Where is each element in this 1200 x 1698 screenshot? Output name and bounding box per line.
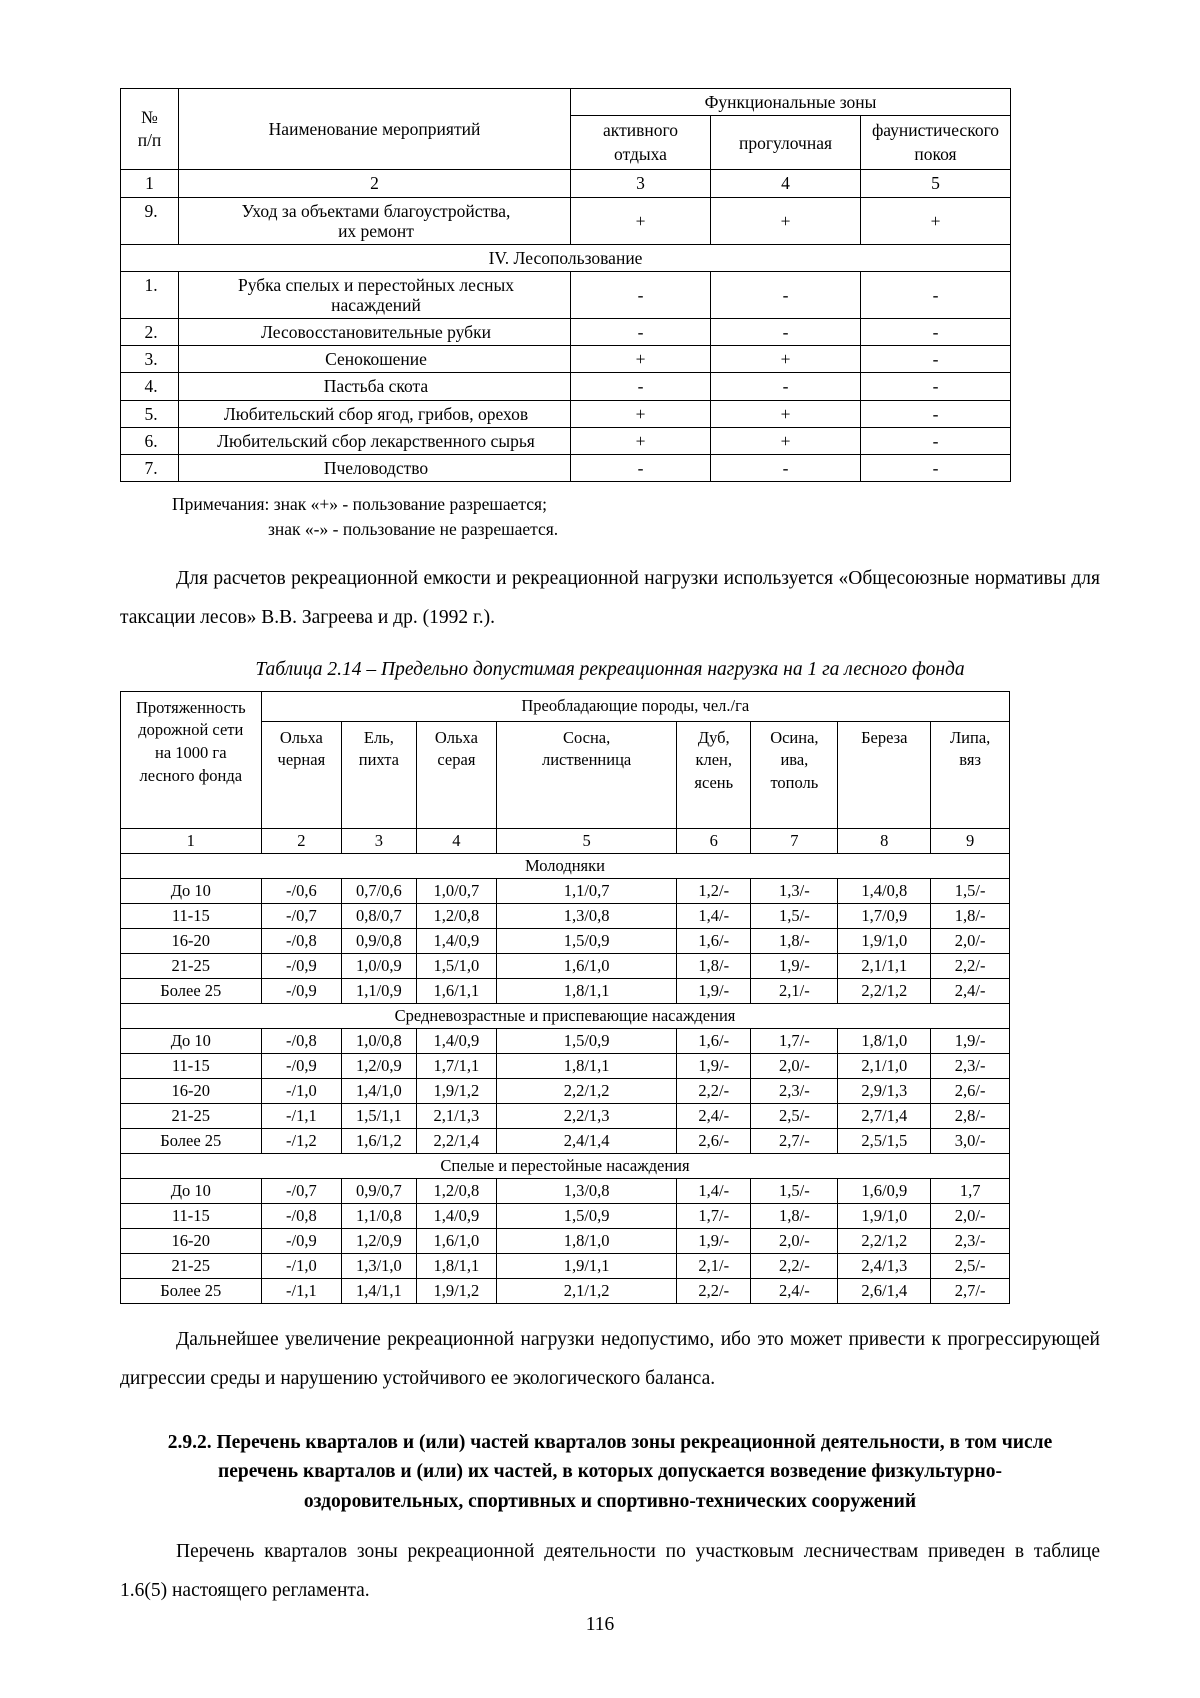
header-road-density-line3: на 1000 га bbox=[155, 743, 227, 763]
cell-pine-larch: 2,4/1,4 bbox=[497, 1129, 677, 1154]
cell-linden-elm: 2,2/- bbox=[931, 954, 1010, 979]
table-header-row bbox=[121, 691, 1010, 721]
cell-pine-larch: 2,2/1,2 bbox=[497, 1079, 677, 1104]
table-row bbox=[121, 319, 1011, 346]
header-species-alder-grey bbox=[416, 721, 497, 829]
row-road-length: Более 25 bbox=[121, 1279, 262, 1304]
row-zone-fauna: - bbox=[861, 454, 1011, 481]
row-no: 2. bbox=[121, 319, 179, 346]
cell-alder-black: -/0,7 bbox=[261, 904, 342, 929]
cell-linden-elm: 2,3/- bbox=[931, 1229, 1010, 1254]
table-header-row bbox=[121, 89, 1011, 116]
header-birch-line1: Береза bbox=[861, 727, 908, 747]
header-alder-grey-line1: Ольха bbox=[434, 727, 478, 747]
col-num-5: 5 bbox=[497, 829, 677, 854]
col-num-3: 3 bbox=[342, 829, 416, 854]
cell-oak-maple-ash: 2,2/- bbox=[677, 1279, 751, 1304]
cell-alder-grey: 1,2/0,8 bbox=[416, 904, 497, 929]
header-zone-fauna bbox=[861, 116, 1011, 170]
table-row bbox=[121, 1229, 1010, 1254]
cell-pine-larch: 1,9/1,1 bbox=[497, 1254, 677, 1279]
cell-aspen-willow-poplar: 1,9/- bbox=[751, 954, 838, 979]
cell-alder-grey: 1,4/0,9 bbox=[416, 1029, 497, 1054]
row-measure-name: Лесовосстановительные рубки bbox=[179, 319, 571, 346]
functional-zones-table bbox=[120, 88, 1011, 482]
row-measure-name: Любительский сбор ягод, грибов, орехов bbox=[179, 400, 571, 427]
table-column-number-row bbox=[121, 829, 1010, 854]
cell-oak-maple-ash: 2,1/- bbox=[677, 1254, 751, 1279]
table-row bbox=[121, 197, 1011, 244]
row-zone-active: - bbox=[571, 271, 711, 318]
row-measure-name bbox=[179, 197, 571, 244]
row-measure-name: Любительский сбор лекарственного сырья bbox=[179, 427, 571, 454]
row-zone-fauna: - bbox=[861, 373, 1011, 400]
header-zone-active-line2: отдыха bbox=[614, 143, 667, 164]
cell-linden-elm: 2,8/- bbox=[931, 1104, 1010, 1129]
header-alder-black-line2: черная bbox=[277, 750, 326, 770]
cell-aspen-willow-poplar: 2,5/- bbox=[751, 1104, 838, 1129]
cell-pine-larch: 1,3/0,8 bbox=[497, 1179, 677, 1204]
table-section-header-row bbox=[121, 1154, 1010, 1179]
header-species-linden-elm bbox=[931, 721, 1010, 829]
cell-alder-grey: 1,5/1,0 bbox=[416, 954, 497, 979]
cell-alder-black: -/0,9 bbox=[261, 1054, 342, 1079]
header-species-birch bbox=[838, 721, 931, 829]
table-row bbox=[121, 1129, 1010, 1154]
header-species-pine-larch bbox=[497, 721, 677, 829]
cell-aspen-willow-poplar: 2,0/- bbox=[751, 1229, 838, 1254]
table-section-header-row bbox=[121, 1004, 1010, 1029]
table-row bbox=[121, 879, 1010, 904]
col-num-1: 1 bbox=[121, 170, 179, 197]
header-species-spruce-fir bbox=[342, 721, 416, 829]
table-row bbox=[121, 1054, 1010, 1079]
row-zone-fauna: - bbox=[861, 319, 1011, 346]
row-road-length: 16-20 bbox=[121, 929, 262, 954]
cell-alder-grey: 1,9/1,2 bbox=[416, 1279, 497, 1304]
row-measure-name: Пчеловодство bbox=[179, 454, 571, 481]
cell-pine-larch: 1,5/0,9 bbox=[497, 1204, 677, 1229]
cell-alder-grey: 1,0/0,7 bbox=[416, 879, 497, 904]
table-row bbox=[121, 1029, 1010, 1054]
table-section-header-row bbox=[121, 854, 1010, 879]
row-zone-fauna: + bbox=[861, 197, 1011, 244]
row-measure-name-line2: насаждений bbox=[331, 295, 421, 315]
cell-birch: 1,6/0,9 bbox=[838, 1179, 931, 1204]
cell-birch: 2,5/1,5 bbox=[838, 1129, 931, 1154]
header-linden-line1: Липа, bbox=[949, 727, 991, 747]
row-no: 3. bbox=[121, 346, 179, 373]
cell-alder-grey: 1,6/1,0 bbox=[416, 1229, 497, 1254]
paragraph-after-table: Дальнейшее увеличение рекреационной нагрузки недопустимо, ибо это может привести к прогрессирующей дигрессии среды и нарушению устойчивого ее экологического баланса. bbox=[120, 1329, 1100, 1390]
cell-alder-black: -/0,8 bbox=[261, 929, 342, 954]
row-no: 7. bbox=[121, 454, 179, 481]
cell-linden-elm: 1,5/- bbox=[931, 879, 1010, 904]
table-row bbox=[121, 929, 1010, 954]
header-road-density-line1: Протяженность bbox=[135, 697, 246, 717]
cell-pine-larch: 1,8/1,1 bbox=[497, 1054, 677, 1079]
header-species-alder-black bbox=[261, 721, 342, 829]
cell-birch: 1,7/0,9 bbox=[838, 904, 931, 929]
section-title-mature-stands: Спелые и перестойные насаждения bbox=[121, 1154, 1010, 1179]
row-zone-fauna: - bbox=[861, 400, 1011, 427]
paragraph-intro: Для расчетов рекреационной емкости и рекреационной нагрузки используется «Общесоюзные нормативы для таксации лесов» В.В. Загреева и др. (1992 г.). bbox=[120, 567, 1100, 628]
cell-alder-black: -/1,1 bbox=[261, 1279, 342, 1304]
cell-oak-maple-ash: 1,2/- bbox=[677, 879, 751, 904]
header-zone-fauna-line1: фаунистического bbox=[871, 120, 1000, 141]
row-zone-walking: - bbox=[711, 454, 861, 481]
table-row bbox=[121, 1254, 1010, 1279]
cell-pine-larch: 1,3/0,8 bbox=[497, 904, 677, 929]
header-oak-line3: ясень bbox=[694, 773, 734, 793]
cell-spruce-fir: 1,4/1,0 bbox=[342, 1079, 416, 1104]
header-zone-active-line1: активного bbox=[603, 120, 678, 141]
row-no: 6. bbox=[121, 427, 179, 454]
row-zone-active: + bbox=[571, 427, 711, 454]
cell-spruce-fir: 0,9/0,8 bbox=[342, 929, 416, 954]
header-road-density-line2: дорожной сети bbox=[138, 720, 244, 740]
table-caption-2-14: Таблица 2.14 – Предельно допустимая рекреационная нагрузка на 1 га лесного фонда bbox=[255, 658, 965, 680]
section-heading-2-9-2 bbox=[142, 1428, 1078, 1516]
cell-oak-maple-ash: 1,7/- bbox=[677, 1204, 751, 1229]
row-measure-name: Сенокошение bbox=[179, 346, 571, 373]
header-species-aspen-willow-poplar bbox=[751, 721, 838, 829]
cell-alder-grey: 1,8/1,1 bbox=[416, 1254, 497, 1279]
row-zone-fauna: - bbox=[861, 427, 1011, 454]
row-no: 4. bbox=[121, 373, 179, 400]
header-species-group: Преобладающие породы, чел./га bbox=[261, 691, 1009, 721]
row-measure-name: Пастьба скота bbox=[179, 373, 571, 400]
table-row bbox=[121, 904, 1010, 929]
cell-alder-grey: 1,6/1,1 bbox=[416, 979, 497, 1004]
cell-alder-grey: 1,7/1,1 bbox=[416, 1054, 497, 1079]
cell-alder-black: -/1,0 bbox=[261, 1254, 342, 1279]
cell-alder-black: -/1,2 bbox=[261, 1129, 342, 1154]
col-num-4: 4 bbox=[711, 170, 861, 197]
cell-linden-elm: 2,0/- bbox=[931, 1204, 1010, 1229]
cell-spruce-fir: 1,0/0,8 bbox=[342, 1029, 416, 1054]
cell-spruce-fir: 1,5/1,1 bbox=[342, 1104, 416, 1129]
row-no: 1. bbox=[121, 271, 179, 318]
table-row bbox=[121, 427, 1011, 454]
table-row bbox=[121, 454, 1011, 481]
row-measure-name bbox=[179, 271, 571, 318]
cell-oak-maple-ash: 2,2/- bbox=[677, 1079, 751, 1104]
header-no-line1: № bbox=[141, 106, 158, 127]
col-num-5: 5 bbox=[861, 170, 1011, 197]
col-num-2: 2 bbox=[179, 170, 571, 197]
row-road-length: 16-20 bbox=[121, 1079, 262, 1104]
header-alder-grey-line2: серая bbox=[437, 750, 476, 770]
row-road-length: 11-15 bbox=[121, 1054, 262, 1079]
header-no-line2: п/п bbox=[137, 130, 162, 151]
cell-linden-elm: 1,9/- bbox=[931, 1029, 1010, 1054]
cell-pine-larch: 1,5/0,9 bbox=[497, 929, 677, 954]
header-road-density-line4: лесного фонда bbox=[139, 765, 243, 785]
cell-birch: 1,8/1,0 bbox=[838, 1029, 931, 1054]
cell-alder-black: -/0,8 bbox=[261, 1204, 342, 1229]
cell-alder-black: -/1,0 bbox=[261, 1079, 342, 1104]
cell-alder-black: -/0,9 bbox=[261, 954, 342, 979]
table-notes bbox=[172, 492, 1100, 543]
row-no: 9. bbox=[121, 197, 179, 244]
row-zone-walking: + bbox=[711, 400, 861, 427]
cell-spruce-fir: 0,7/0,6 bbox=[342, 879, 416, 904]
cell-spruce-fir: 1,1/0,9 bbox=[342, 979, 416, 1004]
table-zones-body bbox=[121, 89, 1011, 482]
cell-linden-elm: 2,4/- bbox=[931, 979, 1010, 1004]
cell-linden-elm: 2,5/- bbox=[931, 1254, 1010, 1279]
cell-birch: 1,9/1,0 bbox=[838, 929, 931, 954]
cell-alder-black: -/0,8 bbox=[261, 1029, 342, 1054]
row-zone-active: + bbox=[571, 197, 711, 244]
cell-linden-elm: 2,3/- bbox=[931, 1054, 1010, 1079]
cell-alder-black: -/1,1 bbox=[261, 1104, 342, 1129]
header-no bbox=[121, 89, 179, 170]
cell-birch: 2,2/1,2 bbox=[838, 1229, 931, 1254]
cell-birch: 2,4/1,3 bbox=[838, 1254, 931, 1279]
section-title-middle-aged-stands: Средневозрастные и приспевающие насаждения bbox=[121, 1004, 1010, 1029]
row-zone-walking: + bbox=[711, 427, 861, 454]
cell-alder-grey: 2,2/1,4 bbox=[416, 1129, 497, 1154]
note-line-plus: Примечания: знак «+» - пользование разрешается; bbox=[172, 493, 547, 514]
cell-alder-grey: 1,9/1,2 bbox=[416, 1079, 497, 1104]
row-zone-fauna: - bbox=[861, 271, 1011, 318]
cell-linden-elm: 2,6/- bbox=[931, 1079, 1010, 1104]
cell-spruce-fir: 1,3/1,0 bbox=[342, 1254, 416, 1279]
cell-aspen-willow-poplar: 1,8/- bbox=[751, 929, 838, 954]
col-num-8: 8 bbox=[838, 829, 931, 854]
table-row bbox=[121, 373, 1011, 400]
header-alder-black-line1: Ольха bbox=[279, 727, 323, 747]
header-pine-larch-line2: лиственница bbox=[541, 750, 632, 770]
recreational-load-table bbox=[120, 691, 1010, 1305]
row-road-length: До 10 bbox=[121, 1179, 262, 1204]
row-zone-walking: - bbox=[711, 319, 861, 346]
row-road-length: 21-25 bbox=[121, 954, 262, 979]
heading-line3: физкультурно-оздоровительных, спортивных и спортивно-технических сооружений bbox=[303, 1461, 1002, 1512]
cell-birch: 1,4/0,8 bbox=[838, 879, 931, 904]
cell-pine-larch: 1,5/0,9 bbox=[497, 1029, 677, 1054]
table-row bbox=[121, 271, 1011, 318]
cell-birch: 2,9/1,3 bbox=[838, 1079, 931, 1104]
col-num-2: 2 bbox=[261, 829, 342, 854]
row-measure-name-line1: Рубка спелых и перестойных лесных bbox=[237, 274, 514, 295]
table-load-body bbox=[121, 691, 1010, 1304]
table-column-number-row bbox=[121, 170, 1011, 197]
page-number: 116 bbox=[585, 1614, 615, 1635]
cell-aspen-willow-poplar: 2,1/- bbox=[751, 979, 838, 1004]
cell-spruce-fir: 1,0/0,9 bbox=[342, 954, 416, 979]
cell-pine-larch: 1,6/1,0 bbox=[497, 954, 677, 979]
cell-linden-elm: 2,7/- bbox=[931, 1279, 1010, 1304]
header-zone-walking: прогулочная bbox=[711, 116, 861, 170]
cell-oak-maple-ash: 1,8/- bbox=[677, 954, 751, 979]
cell-aspen-willow-poplar: 2,7/- bbox=[751, 1129, 838, 1154]
table-section-header-row bbox=[121, 244, 1011, 271]
cell-aspen-willow-poplar: 2,2/- bbox=[751, 1254, 838, 1279]
header-aspen-line2: ива, bbox=[780, 750, 809, 770]
header-oak-line2: клен, bbox=[695, 750, 733, 770]
cell-pine-larch: 1,8/1,1 bbox=[497, 979, 677, 1004]
col-num-3: 3 bbox=[571, 170, 711, 197]
cell-alder-grey: 1,4/0,9 bbox=[416, 929, 497, 954]
table-row bbox=[121, 979, 1010, 1004]
row-road-length: Более 25 bbox=[121, 1129, 262, 1154]
cell-spruce-fir: 1,2/0,9 bbox=[342, 1054, 416, 1079]
col-num-7: 7 bbox=[751, 829, 838, 854]
row-road-length: До 10 bbox=[121, 879, 262, 904]
header-spruce-fir-line2: пихта bbox=[358, 750, 399, 770]
row-zone-walking: - bbox=[711, 373, 861, 400]
header-zones-group: Функциональные зоны bbox=[571, 89, 1011, 116]
col-num-9: 9 bbox=[931, 829, 1010, 854]
row-zone-active: - bbox=[571, 454, 711, 481]
cell-aspen-willow-poplar: 1,5/- bbox=[751, 1179, 838, 1204]
cell-oak-maple-ash: 1,9/- bbox=[677, 1054, 751, 1079]
cell-oak-maple-ash: 1,9/- bbox=[677, 979, 751, 1004]
cell-oak-maple-ash: 2,6/- bbox=[677, 1129, 751, 1154]
row-no: 5. bbox=[121, 400, 179, 427]
row-road-length: Более 25 bbox=[121, 979, 262, 1004]
cell-pine-larch: 1,1/0,7 bbox=[497, 879, 677, 904]
cell-linden-elm: 1,8/- bbox=[931, 904, 1010, 929]
cell-pine-larch: 2,1/1,2 bbox=[497, 1279, 677, 1304]
table-row bbox=[121, 954, 1010, 979]
header-zone-fauna-line2: покоя bbox=[914, 143, 957, 164]
header-road-density bbox=[121, 691, 262, 829]
col-num-1: 1 bbox=[121, 829, 262, 854]
row-zone-active: + bbox=[571, 346, 711, 373]
col-num-6: 6 bbox=[677, 829, 751, 854]
cell-spruce-fir: 1,6/1,2 bbox=[342, 1129, 416, 1154]
row-zone-active: - bbox=[571, 319, 711, 346]
table-row bbox=[121, 1079, 1010, 1104]
cell-oak-maple-ash: 1,4/- bbox=[677, 904, 751, 929]
paragraph-final: Перечень кварталов зоны рекреационной деятельности по участковым лесничествам приведен в таблице 1.6(5) настоящего регламента. bbox=[120, 1540, 1100, 1601]
cell-alder-black: -/0,6 bbox=[261, 879, 342, 904]
cell-linden-elm: 2,0/- bbox=[931, 929, 1010, 954]
row-zone-walking: - bbox=[711, 271, 861, 318]
table-row bbox=[121, 1179, 1010, 1204]
row-zone-walking: + bbox=[711, 346, 861, 373]
cell-aspen-willow-poplar: 1,7/- bbox=[751, 1029, 838, 1054]
cell-birch: 2,6/1,4 bbox=[838, 1279, 931, 1304]
col-num-4: 4 bbox=[416, 829, 497, 854]
cell-alder-black: -/0,7 bbox=[261, 1179, 342, 1204]
row-road-length: 21-25 bbox=[121, 1104, 262, 1129]
cell-alder-black: -/0,9 bbox=[261, 1229, 342, 1254]
cell-spruce-fir: 0,8/0,7 bbox=[342, 904, 416, 929]
cell-birch: 2,1/1,0 bbox=[838, 1054, 931, 1079]
table-row bbox=[121, 1279, 1010, 1304]
row-road-length: 11-15 bbox=[121, 904, 262, 929]
cell-spruce-fir: 1,4/1,1 bbox=[342, 1279, 416, 1304]
row-road-length: До 10 bbox=[121, 1029, 262, 1054]
row-road-length: 21-25 bbox=[121, 1254, 262, 1279]
cell-alder-grey: 1,4/0,9 bbox=[416, 1204, 497, 1229]
table-row bbox=[121, 1204, 1010, 1229]
cell-oak-maple-ash: 1,9/- bbox=[677, 1229, 751, 1254]
cell-spruce-fir: 0,9/0,7 bbox=[342, 1179, 416, 1204]
section-title-forest-use: IV. Лесопользование bbox=[121, 244, 1011, 271]
cell-oak-maple-ash: 1,6/- bbox=[677, 929, 751, 954]
row-zone-active: + bbox=[571, 400, 711, 427]
section-title-young-stands: Молодняки bbox=[121, 854, 1010, 879]
cell-birch: 2,2/1,2 bbox=[838, 979, 931, 1004]
cell-alder-grey: 2,1/1,3 bbox=[416, 1104, 497, 1129]
row-measure-name-line2: их ремонт bbox=[338, 220, 414, 241]
header-spruce-fir-line1: Ель, bbox=[363, 727, 394, 747]
cell-linden-elm: 1,7 bbox=[931, 1179, 1010, 1204]
cell-oak-maple-ash: 1,4/- bbox=[677, 1179, 751, 1204]
cell-aspen-willow-poplar: 1,5/- bbox=[751, 904, 838, 929]
cell-aspen-willow-poplar: 2,4/- bbox=[751, 1279, 838, 1304]
cell-oak-maple-ash: 1,6/- bbox=[677, 1029, 751, 1054]
cell-aspen-willow-poplar: 1,8/- bbox=[751, 1204, 838, 1229]
row-zone-fauna: - bbox=[861, 346, 1011, 373]
row-zone-active: - bbox=[571, 373, 711, 400]
table-row bbox=[121, 1104, 1010, 1129]
header-linden-line2: вяз bbox=[959, 750, 981, 770]
note-line-minus: знак «-» - пользование не разрешается. bbox=[268, 519, 559, 540]
row-road-length: 16-20 bbox=[121, 1229, 262, 1254]
cell-pine-larch: 2,2/1,3 bbox=[497, 1104, 677, 1129]
row-zone-walking: + bbox=[711, 197, 861, 244]
table-row bbox=[121, 400, 1011, 427]
header-aspen-line1: Осина, bbox=[770, 727, 819, 747]
cell-alder-black: -/0,9 bbox=[261, 979, 342, 1004]
cell-birch: 1,9/1,0 bbox=[838, 1204, 931, 1229]
table-row bbox=[121, 346, 1011, 373]
cell-oak-maple-ash: 2,4/- bbox=[677, 1104, 751, 1129]
row-road-length: 11-15 bbox=[121, 1204, 262, 1229]
header-oak-line1: Дуб, bbox=[697, 727, 730, 747]
cell-spruce-fir: 1,1/0,8 bbox=[342, 1204, 416, 1229]
cell-aspen-willow-poplar: 2,0/- bbox=[751, 1054, 838, 1079]
cell-birch: 2,1/1,1 bbox=[838, 954, 931, 979]
header-species-oak-maple-ash bbox=[677, 721, 751, 829]
header-aspen-line3: тополь bbox=[770, 773, 819, 793]
cell-aspen-willow-poplar: 2,3/- bbox=[751, 1079, 838, 1104]
cell-linden-elm: 3,0/- bbox=[931, 1129, 1010, 1154]
header-measure-name: Наименование мероприятий bbox=[179, 89, 571, 170]
cell-pine-larch: 1,8/1,0 bbox=[497, 1229, 677, 1254]
heading-line1: 2.9.2. Перечень кварталов и (или) частей кварталов зоны рекреационной деятельности, в bbox=[167, 1432, 961, 1454]
header-zone-active bbox=[571, 116, 711, 170]
cell-birch: 2,7/1,4 bbox=[838, 1104, 931, 1129]
header-pine-larch-line1: Сосна, bbox=[562, 727, 611, 747]
cell-aspen-willow-poplar: 1,3/- bbox=[751, 879, 838, 904]
cell-alder-grey: 1,2/0,8 bbox=[416, 1179, 497, 1204]
cell-spruce-fir: 1,2/0,9 bbox=[342, 1229, 416, 1254]
row-measure-name-line1: Уход за объектами благоустройства, bbox=[241, 200, 511, 221]
heading-line2: том числе перечень кварталов и (или) их частей, в которых допускается возведение bbox=[218, 1432, 1053, 1483]
